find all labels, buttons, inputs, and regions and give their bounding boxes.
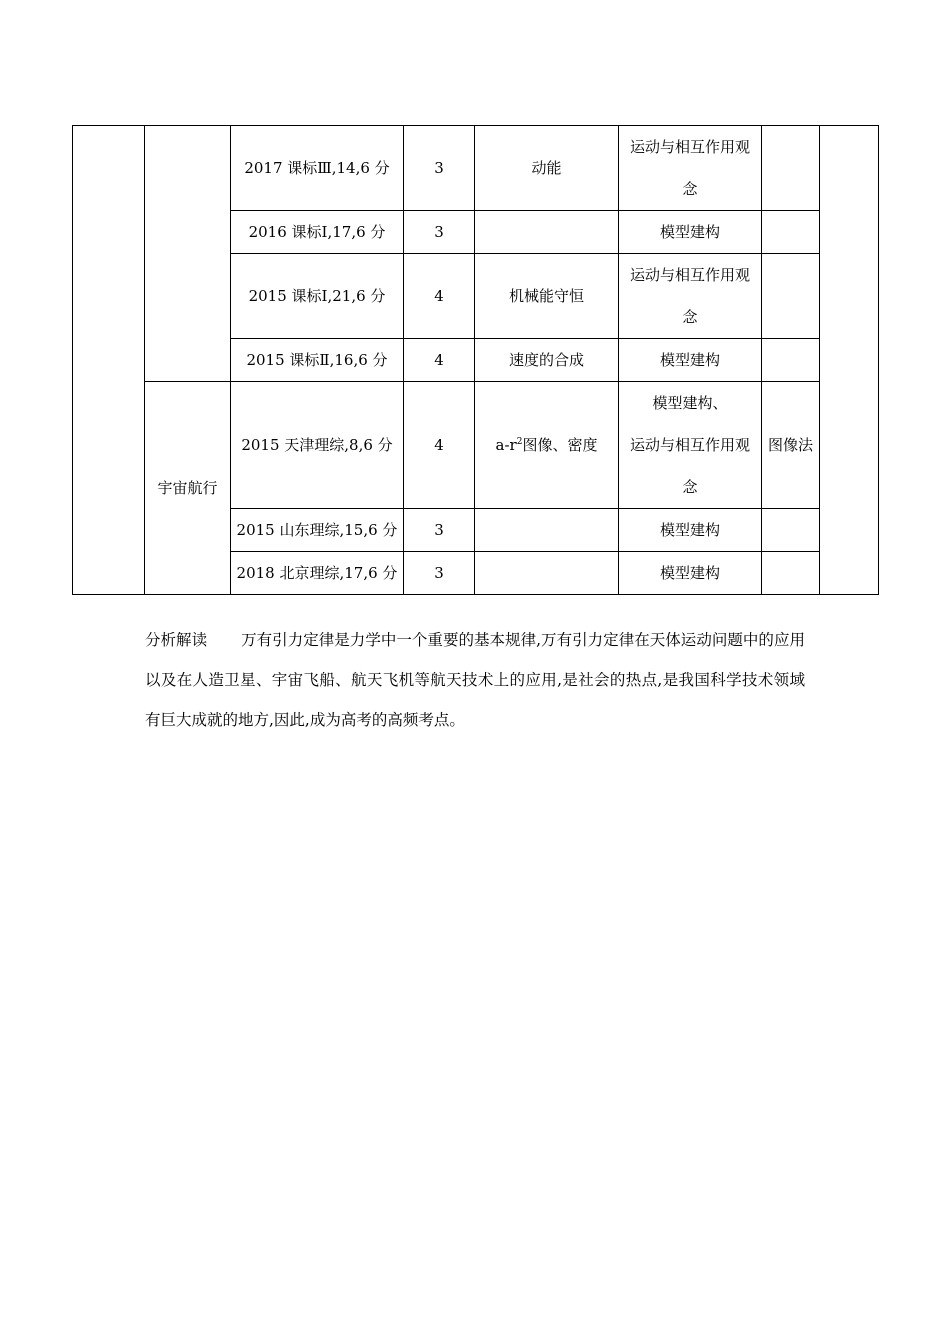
literacy-cell: 运动与相互作用观 念 [619,254,762,339]
source-cell: 2015 山东理综,15,6 分 [231,509,404,552]
group-label-cell: 宇宙航行 [145,382,231,595]
table-row [73,382,879,509]
difficulty-cell: 3 [404,509,475,552]
method-cell [762,339,820,382]
literacy-cell: 模型建构 [619,211,762,254]
method-cell [762,552,820,595]
difficulty-cell: 3 [404,126,475,211]
blank-last-column [820,126,879,595]
knowledge-cell: 动能 [475,126,619,211]
literacy-cell: 模型建构、 运动与相互作用观 念 [619,382,762,509]
difficulty-cell: 3 [404,211,475,254]
exam-table [72,125,879,595]
blank-first-column [73,126,145,595]
method-cell [762,254,820,339]
knowledge-cell [475,509,619,552]
literacy-cell: 运动与相互作用观 念 [619,126,762,211]
knowledge-cell [475,552,619,595]
analysis-label: 分析解读 [145,631,208,649]
table-row [73,126,879,211]
blank-group-cell [145,126,231,382]
method-cell: 图像法 [762,382,820,509]
difficulty-cell: 4 [404,254,475,339]
literacy-cell: 模型建构 [619,509,762,552]
knowledge-cell: 机械能守恒 [475,254,619,339]
difficulty-cell: 4 [404,339,475,382]
knowledge-cell: $a-r^2$图像、密度 [475,382,619,509]
method-cell [762,211,820,254]
knowledge-cell: 速度的合成 [475,339,619,382]
source-cell: 2015 课标Ⅰ,21,6 分 [231,254,404,339]
difficulty-cell: 4 [404,382,475,509]
method-cell [762,509,820,552]
source-cell: 2015 课标Ⅱ,16,6 分 [231,339,404,382]
knowledge-cell [475,211,619,254]
source-cell: 2017 课标Ⅲ,14,6 分 [231,126,404,211]
literacy-cell: 模型建构 [619,339,762,382]
analysis-paragraph [145,620,805,740]
analysis-text: 万有引力定律是力学中一个重要的基本规律,万有引力定律在天体运动问题中的应用以及在人造卫星、宇宙飞船、航天飞机等航天技术上的应用,是社会的热点,是我国科学技术领域有巨大成就的地方,因此,成为高考的高频考点。 [145,631,805,729]
source-cell: 2018 北京理综,17,6 分 [231,552,404,595]
literacy-cell: 模型建构 [619,552,762,595]
method-cell [762,126,820,211]
source-cell: 2015 天津理综,8,6 分 [231,382,404,509]
source-cell: 2016 课标Ⅰ,17,6 分 [231,211,404,254]
difficulty-cell: 3 [404,552,475,595]
